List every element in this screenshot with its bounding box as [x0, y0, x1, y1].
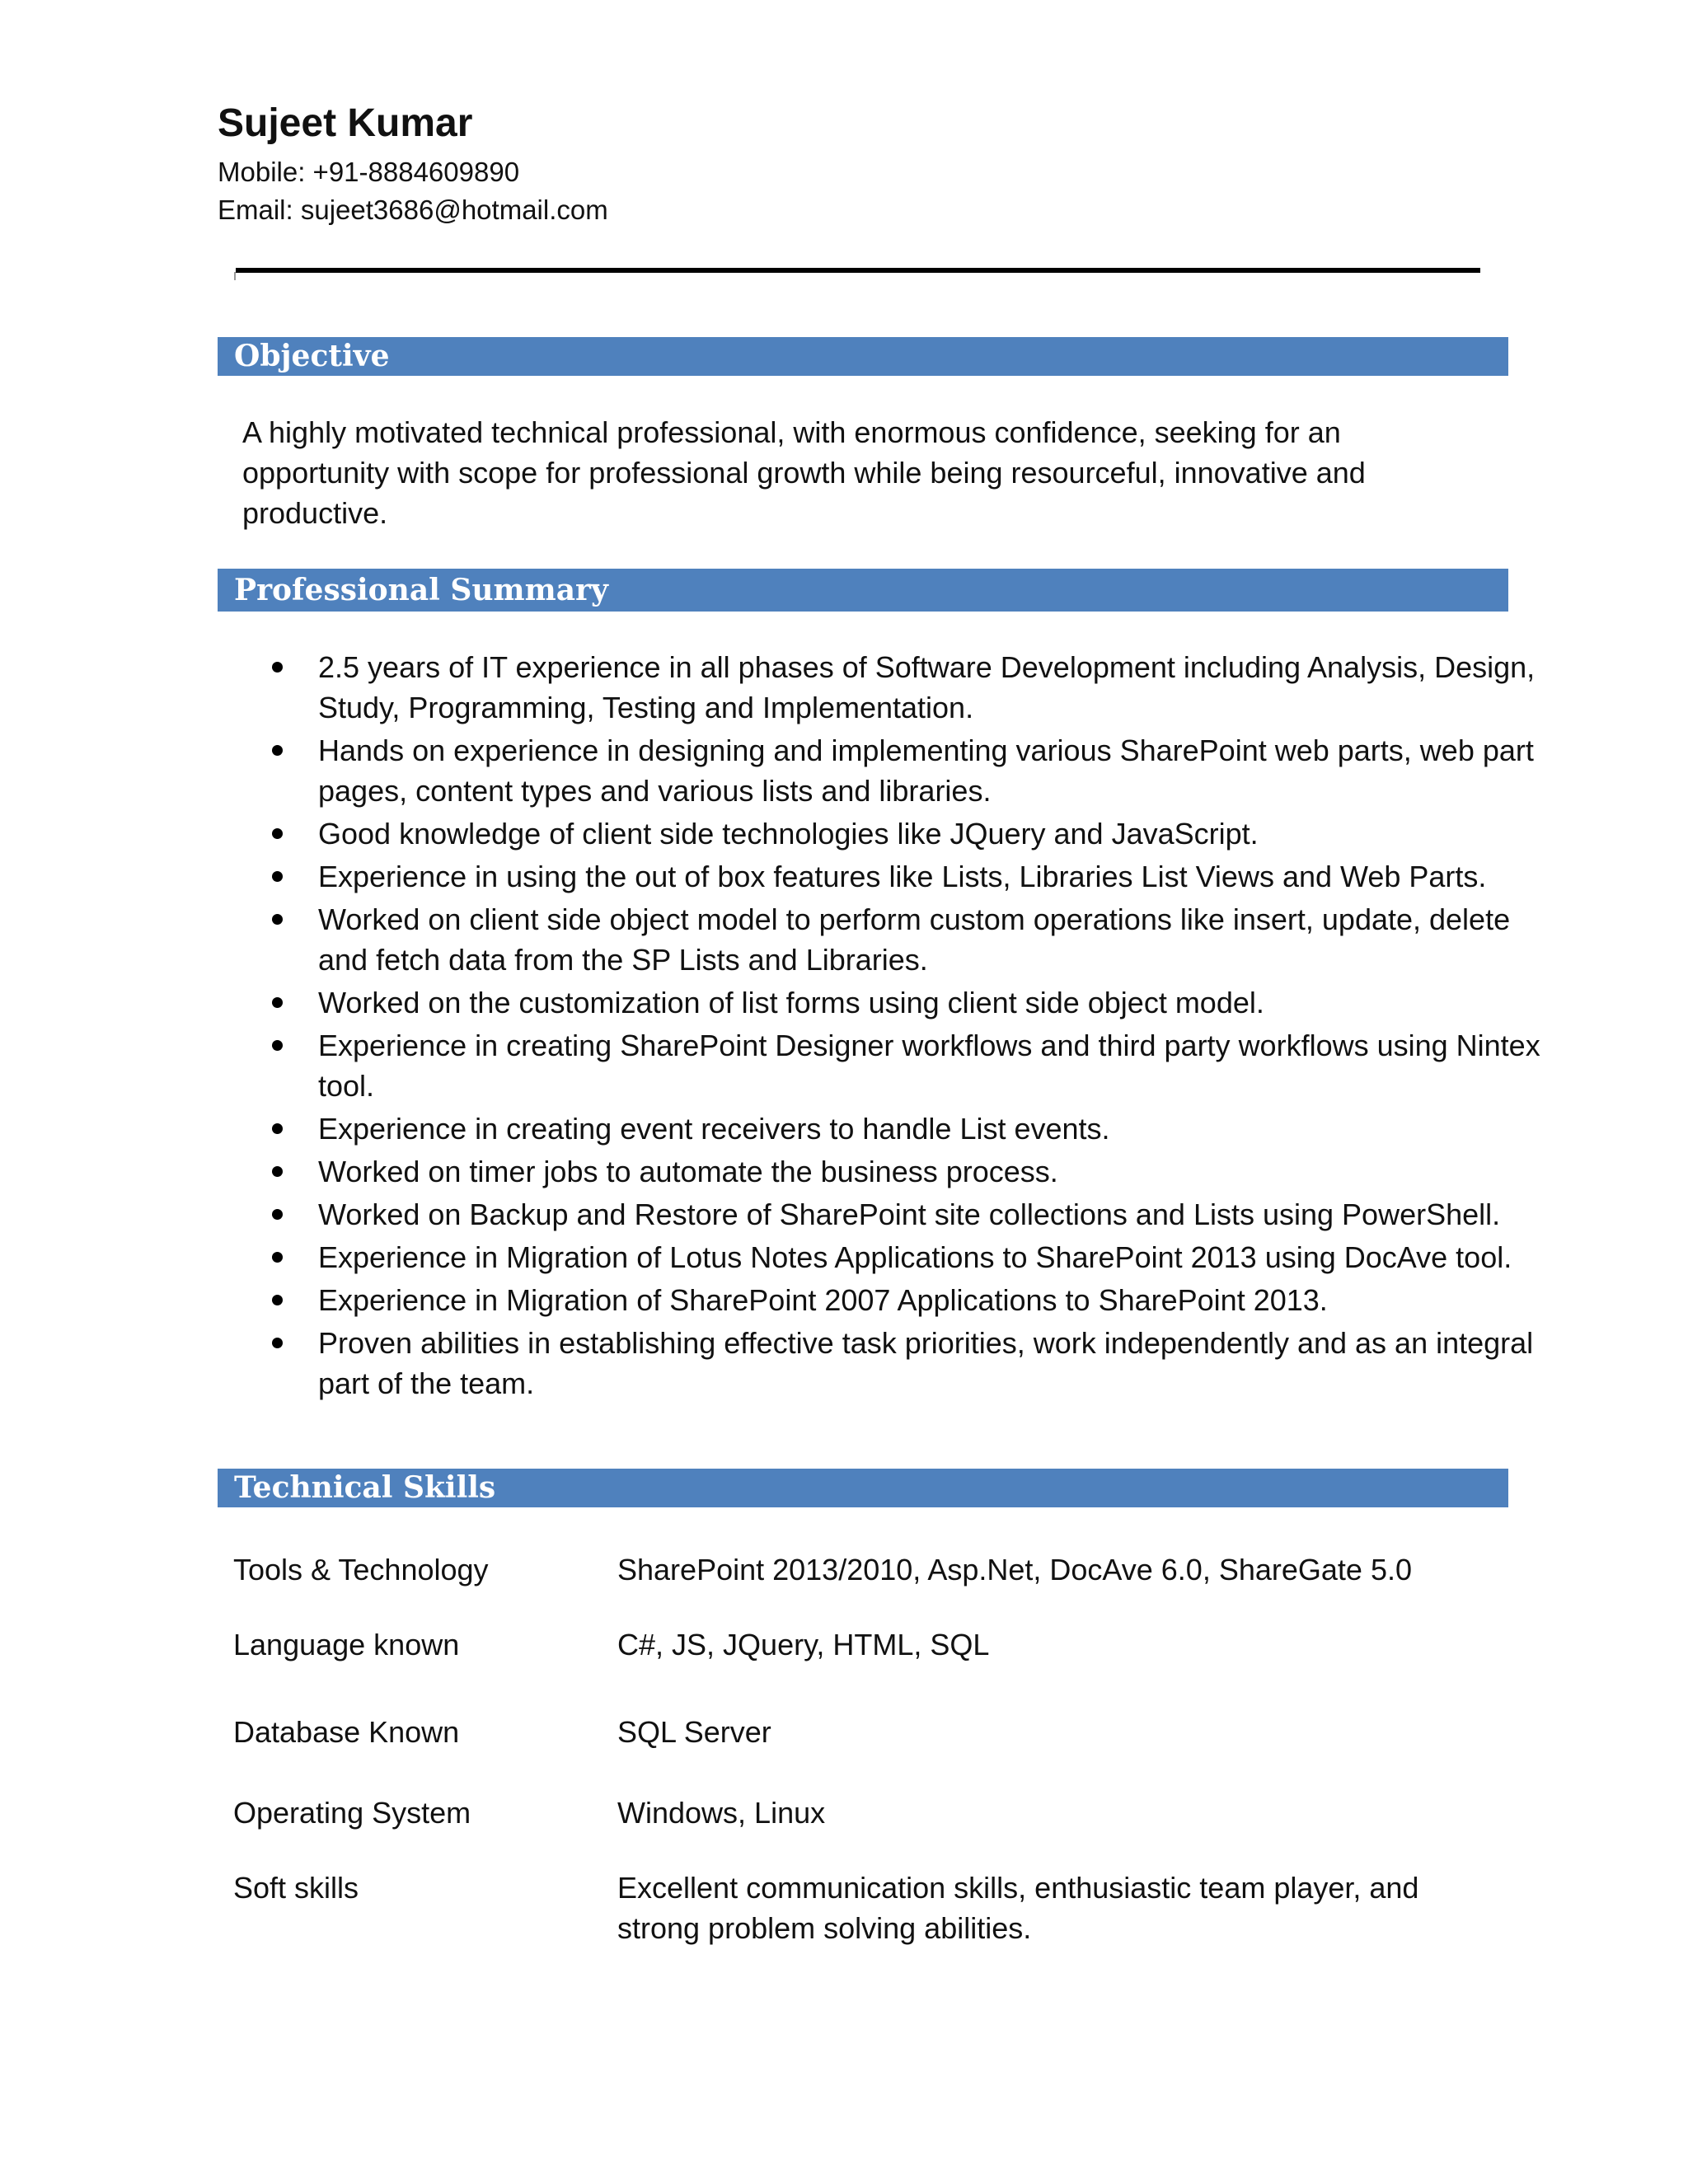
list-item-text: Worked on timer jobs to automate the business process.: [318, 1155, 1058, 1188]
mobile-number: Mobile: +91-8884609890: [218, 157, 520, 187]
list-item: [264, 1323, 1558, 1404]
list-item-text: Worked on Backup and Restore of SharePoint site collections and Lists using PowerShell.: [318, 1197, 1501, 1231]
bullet-icon: [272, 1252, 283, 1263]
list-item: [264, 899, 1558, 980]
skill-value: SharePoint 2013/2010, Asp.Net, DocAve 6.0, ShareGate 5.0: [617, 1553, 1412, 1586]
list-item: [264, 1151, 1558, 1192]
bullet-icon: [272, 1209, 283, 1220]
list-item-text: Proven abilities in establishing effective task priorities, work independently and as an integral part of the team.: [318, 1326, 1534, 1400]
header-divider: [236, 268, 1480, 273]
bullet-icon: [272, 1338, 283, 1348]
list-item-text: Worked on the customization of list forms using client side object model.: [318, 986, 1264, 1019]
list-item: [264, 1025, 1558, 1106]
section-heading-professional-summary: Professional Summary: [218, 569, 1508, 612]
bullet-icon: [272, 662, 283, 673]
skill-label: Tools & Technology: [233, 1553, 489, 1586]
list-item: [264, 856, 1558, 897]
skill-value: Windows, Linux: [617, 1796, 826, 1830]
list-item: [264, 982, 1558, 1023]
bullet-icon: [272, 828, 283, 839]
list-item-text: Experience in using the out of box features like Lists, Libraries List Views and Web Parts.: [318, 860, 1487, 893]
list-item-text: Hands on experience in designing and implementing various SharePoint web parts, web part pages, content types and various lists and libraries.: [318, 733, 1534, 808]
list-item: [264, 647, 1558, 728]
bullet-icon: [272, 871, 283, 882]
list-item: [264, 1280, 1558, 1320]
bullet-icon: [272, 1040, 283, 1051]
list-item-text: Experience in creating event receivers to handle List events.: [318, 1112, 1110, 1146]
skill-label: Operating System: [233, 1796, 471, 1830]
candidate-name: Sujeet Kumar: [218, 101, 473, 145]
list-item: [264, 813, 1558, 854]
resume-header: [218, 99, 1536, 229]
email-address: Email: sujeet3686@hotmail.com: [218, 194, 608, 225]
list-item: [264, 1194, 1558, 1235]
skill-value: Excellent communication skills, enthusiastic team player, and strong problem solving abilities.: [617, 1871, 1419, 1945]
list-item-text: 2.5 years of IT experience in all phases of Software Development including Analysis, Design, Study, Programming, Testing and Implementation.: [318, 650, 1536, 724]
list-item: [264, 730, 1558, 811]
bullet-icon: [272, 1295, 283, 1305]
list-item-text: Experience in creating SharePoint Designer workflows and third party workflows using Nintex tool.: [318, 1029, 1540, 1103]
skill-label: Soft skills: [233, 1871, 359, 1905]
skill-label: Language known: [233, 1628, 460, 1661]
objective-text: A highly motivated technical professional, with enormous confidence, seeking for an opportunity with scope for professional growth while being resourceful, innovative and productive.: [242, 415, 1366, 530]
bullet-icon: [272, 1166, 283, 1177]
bullet-icon: [272, 914, 283, 925]
list-item-text: Experience in Migration of SharePoint 2007 Applications to SharePoint 2013.: [318, 1283, 1328, 1317]
skill-value: SQL Server: [617, 1715, 771, 1749]
list-item-text: Experience in Migration of Lotus Notes Applications to SharePoint 2013 using DocAve tool.: [318, 1240, 1512, 1274]
list-item: [264, 1237, 1558, 1277]
bullet-icon: [272, 997, 283, 1008]
list-item: [264, 1108, 1558, 1149]
bullet-icon: [272, 745, 283, 756]
skill-label: Database Known: [233, 1715, 460, 1749]
section-heading-objective: Objective: [218, 337, 1508, 376]
divider-mark: [234, 272, 236, 280]
professional-summary-list: [264, 647, 1558, 1406]
bullet-icon: [272, 1123, 283, 1134]
list-item-text: Good knowledge of client side technologies like JQuery and JavaScript.: [318, 817, 1259, 851]
skill-value: C#, JS, JQuery, HTML, SQL: [617, 1628, 990, 1661]
section-heading-technical-skills: Technical Skills: [218, 1469, 1508, 1507]
list-item-text: Worked on client side object model to perform custom operations like insert, update, delete and fetch data from the SP Lists and Libraries.: [318, 902, 1511, 977]
